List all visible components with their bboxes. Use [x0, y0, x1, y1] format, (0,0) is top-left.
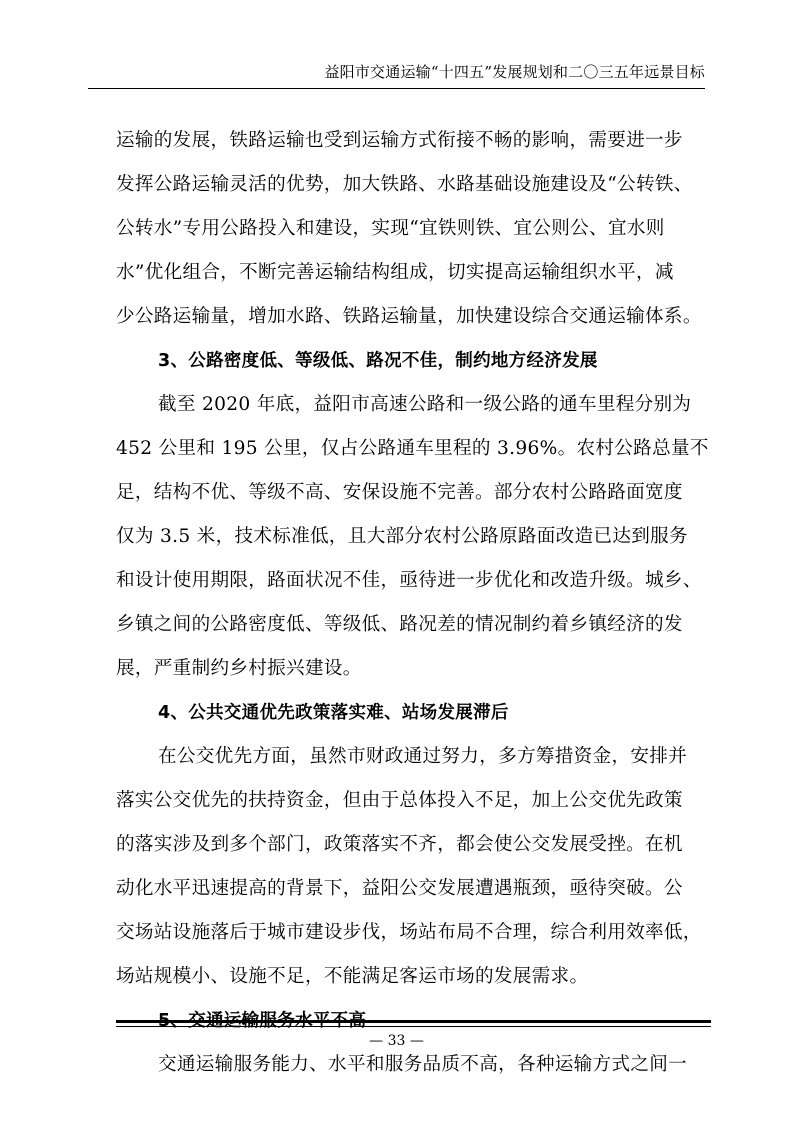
paragraph-line: 在公交优先方面，虽然市财政通过努力，多方筹措资金，安排并 [158, 746, 688, 767]
paragraph-line: 452 公里和 195 公里，仅占公路通车里程的 3.96%。农村公路总量不 [116, 438, 709, 459]
paragraph-line: 少公路运输量，增加水路、铁路运输量，加快建设综合交通运输体系。 [116, 306, 702, 327]
paragraph-line: 足，结构不优、等级不高、安保设施不完善。部分农村公路路面宽度 [116, 482, 683, 503]
paragraph-line: 截至 2020 年底，益阳市高速公路和一级公路的通车里程分别为 [158, 394, 692, 415]
footer-rule [116, 1020, 711, 1023]
section-heading: 4、公共交通优先政策落实难、站场发展滞后 [158, 703, 509, 723]
paragraph-line: 仅为 3.5 米，技术标准低，且大部分农村公路原路面改造已达到服务 [116, 526, 688, 547]
paragraph-line: 交通运输服务能力、水平和服务品质不高，各种运输方式之间一 [158, 1054, 688, 1075]
section-heading: 5、交通运输服务水平不高 [158, 1011, 367, 1031]
paragraph-line: 发挥公路运输灵活的优势，加大铁路、水路基础设施建设及“公转铁、 [116, 174, 693, 195]
header-rule [88, 88, 705, 89]
paragraph-line: 动化水平迅速提高的背景下，益阳公交发展遭遇瓶颈，亟待突破。公 [116, 878, 683, 899]
paragraph-line: 乡镇之间的公路密度低、等级低、路况差的情况制约着乡镇经济的发 [116, 614, 683, 635]
paragraph-line: 的落实涉及到多个部门，政策落实不齐，都会使公交发展受挫。在机 [116, 834, 683, 855]
paragraph-line: 交场站设施落后于城市建设步伐，场站布局不合理，综合利用效率低， [116, 922, 702, 943]
paragraph-line: 公转水”专用公路投入和建设，实现“宜铁则铁、宜公则公、宜水则 [116, 218, 665, 239]
body-text [116, 126, 711, 1094]
paragraph-line: 运输的发展，铁路运输也受到运输方式衔接不畅的影响，需要进一步 [116, 130, 683, 151]
page-number: — 33 — [369, 1033, 424, 1049]
paragraph-line: 水”优化组合，不断完善运输结构组成，切实提高运输组织水平，减 [116, 262, 674, 283]
paragraph-line: 和设计使用期限，路面状况不佳，亟待进一步优化和改造升级。城乡、 [116, 570, 702, 591]
running-header: 益阳市交通运输“十四五”发展规划和二〇三五年远景目标 [324, 63, 705, 81]
paragraph-line: 落实公交优先的扶持资金，但由于总体投入不足，加上公交优先政策 [116, 790, 683, 811]
paragraph-line: 展，严重制约乡村振兴建设。 [116, 658, 362, 679]
paragraph-line: 场站规模小、设施不足，不能满足客运市场的发展需求。 [116, 966, 589, 987]
section-heading: 3、公路密度低、等级低、路况不佳，制约地方经济发展 [158, 351, 598, 371]
footer-rule [116, 1026, 711, 1027]
